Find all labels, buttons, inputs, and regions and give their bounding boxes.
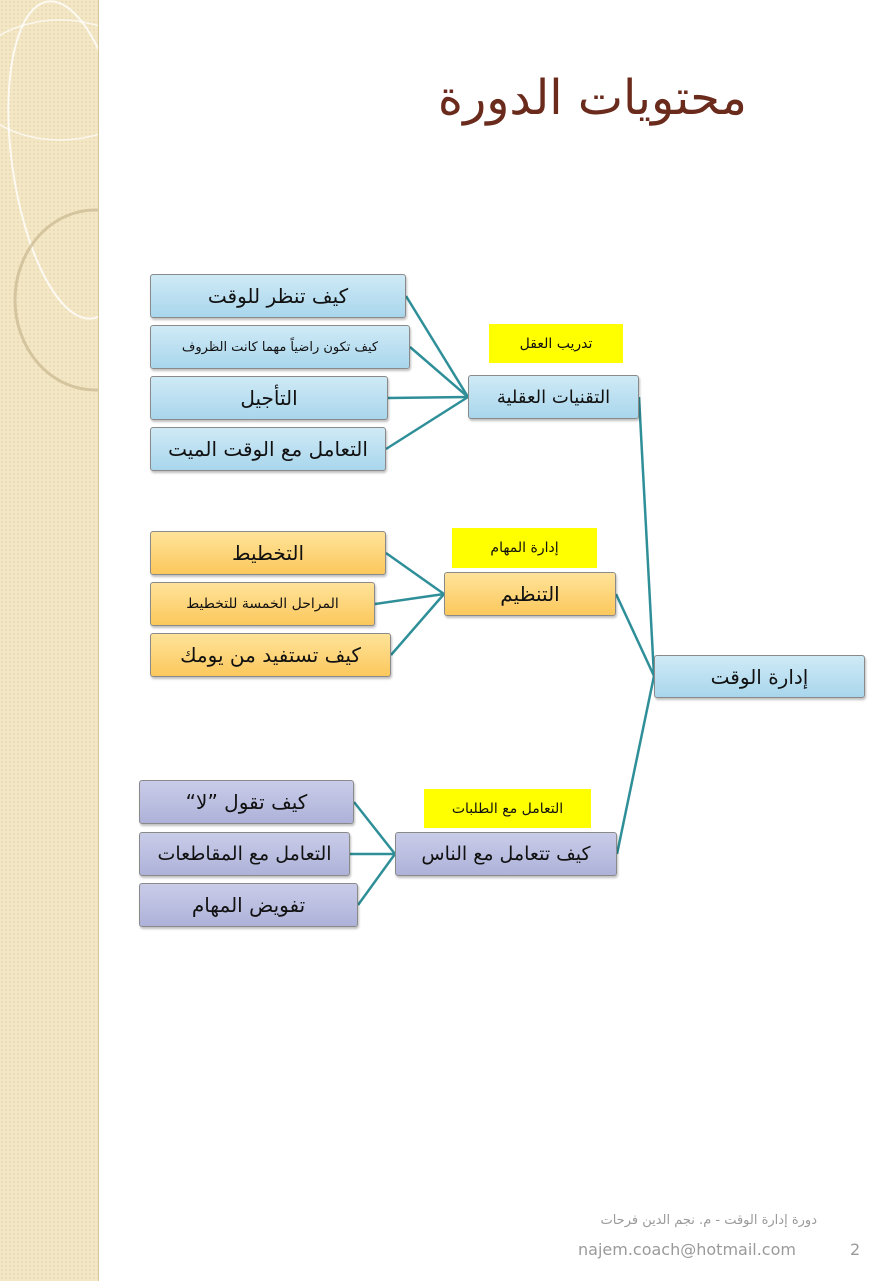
tag-mind-training: تدريب العقل xyxy=(489,324,623,363)
child-interruptions: التعامل مع المقاطعات xyxy=(139,832,350,876)
child-make-most-of-day: كيف تستفيد من يومك xyxy=(150,633,391,677)
tag-task-management: إدارة المهام xyxy=(452,528,597,568)
root-node: إدارة الوقت xyxy=(654,655,865,698)
child-how-to-say-no: كيف تقول ”لا“ xyxy=(139,780,354,824)
child-dead-time: التعامل مع الوقت الميت xyxy=(150,427,386,471)
page-number: 2 xyxy=(850,1240,861,1259)
page-title: محتويات الدورة xyxy=(437,70,747,126)
child-how-to-view-time: كيف تنظر للوقت xyxy=(150,274,406,318)
node-dealing-with-people: كيف تتعامل مع الناس xyxy=(395,832,617,876)
child-delegating-tasks: تفويض المهام xyxy=(139,883,358,927)
footer-email: najem.coach@hotmail.com xyxy=(578,1240,796,1259)
node-mental-techniques: التقنيات العقلية xyxy=(468,375,639,419)
child-five-planning-stages: المراحل الخمسة للتخطيط xyxy=(150,582,375,626)
node-organization: التنظيم xyxy=(444,572,616,616)
child-how-to-be-content: كيف تكون راضياً مهما كانت الظروف xyxy=(150,325,410,369)
footer-course-name: دورة إدارة الوقت - م. نجم الدين فرحات xyxy=(600,1213,817,1228)
child-planning: التخطيط xyxy=(150,531,386,575)
child-procrastination: التأجيل xyxy=(150,376,388,420)
tag-handling-requests: التعامل مع الطلبات xyxy=(424,789,591,828)
